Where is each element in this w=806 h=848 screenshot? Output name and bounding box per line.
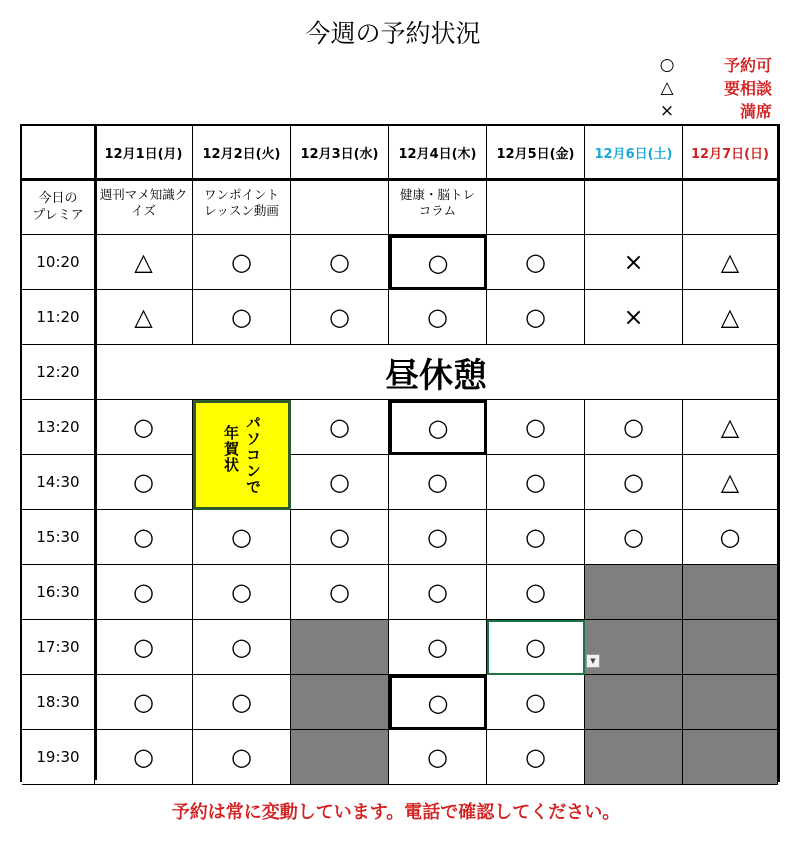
- legend-label-consult: 要相談: [723, 79, 772, 98]
- slot-cell[interactable]: [487, 510, 585, 565]
- circle-icon: ○: [427, 248, 449, 277]
- lunch-break-cell-text: 昼休憩: [385, 355, 487, 396]
- premier-cell-6: [585, 179, 683, 235]
- circle-icon: ○: [231, 303, 252, 331]
- circle-icon: ○: [231, 688, 252, 716]
- slot-cell[interactable]: [95, 510, 193, 565]
- circle-icon: ○: [623, 413, 644, 441]
- slot-cell[interactable]: [487, 290, 585, 345]
- slot-cell[interactable]: [585, 455, 683, 510]
- circle-icon: ○: [231, 743, 252, 771]
- premier-label: [22, 179, 95, 235]
- header-row-divider: [22, 178, 778, 181]
- time-label: [22, 565, 95, 620]
- slot-cell[interactable]: [389, 235, 487, 290]
- slot-cell: [683, 730, 778, 785]
- special-event-text-2: 年賀状: [222, 425, 240, 473]
- circle-icon: ○: [427, 633, 448, 661]
- triangle-icon: △: [134, 303, 153, 331]
- slot-cell[interactable]: [95, 565, 193, 620]
- slot-cell: [683, 620, 778, 675]
- circle-icon: ○: [133, 413, 154, 441]
- day-header-7: [683, 126, 778, 179]
- slot-cell[interactable]: [683, 235, 778, 290]
- day-header-2-text: 12月2日(火): [202, 146, 281, 162]
- circle-icon: ○: [133, 468, 154, 496]
- slot-cell[interactable]: [193, 620, 291, 675]
- time-label: [22, 675, 95, 730]
- circle-icon: ○: [525, 523, 546, 551]
- day-header-2: [193, 126, 291, 179]
- corner-cell: [22, 126, 95, 179]
- time-label: [22, 290, 95, 345]
- premier-cell-7: [683, 179, 778, 235]
- slot-cell[interactable]: [487, 400, 585, 455]
- circle-icon: ○: [231, 523, 252, 551]
- slot-cell[interactable]: [585, 400, 683, 455]
- slot-cell[interactable]: [487, 565, 585, 620]
- slot-cell: [291, 620, 389, 675]
- day-header-4-text: 12月4日(木): [398, 146, 477, 162]
- slot-cell[interactable]: [291, 510, 389, 565]
- slot-cell[interactable]: [95, 290, 193, 345]
- slot-cell[interactable]: [487, 455, 585, 510]
- slot-cell[interactable]: [291, 235, 389, 290]
- time-label: [22, 455, 95, 510]
- slot-cell[interactable]: [291, 400, 389, 455]
- slot-cell[interactable]: [683, 455, 778, 510]
- circle-icon: ○: [133, 688, 154, 716]
- slot-cell[interactable]: [193, 510, 291, 565]
- circle-icon: ○: [525, 688, 546, 716]
- slot-cell[interactable]: [193, 730, 291, 785]
- slot-cell: [683, 675, 778, 730]
- page-title: 今週の予約状況: [305, 19, 481, 48]
- time-label-text: 14:30: [36, 473, 80, 491]
- circle-icon: ○: [623, 523, 644, 551]
- premier-cell-3: [291, 179, 389, 235]
- schedule-grid: [20, 124, 780, 782]
- slot-cell[interactable]: [291, 455, 389, 510]
- slot-cell[interactable]: [389, 455, 487, 510]
- slot-cell[interactable]: [389, 400, 487, 455]
- circle-icon: ○: [231, 633, 252, 661]
- triangle-icon: △: [720, 248, 740, 276]
- slot-cell[interactable]: [193, 565, 291, 620]
- slot-cell: [683, 565, 778, 620]
- slot-cell[interactable]: [683, 400, 778, 455]
- slot-cell[interactable]: [95, 235, 193, 290]
- dropdown-arrow-icon[interactable]: ▼: [586, 654, 600, 668]
- header-column-divider: [94, 126, 97, 780]
- circle-icon: ○: [525, 248, 546, 276]
- circle-icon: ○: [525, 578, 546, 606]
- slot-cell[interactable]: [193, 290, 291, 345]
- day-header-4: [389, 126, 487, 179]
- legend-full: [650, 100, 780, 123]
- day-header-3-text: 12月3日(水): [300, 146, 379, 162]
- day-header-5-text: 12月5日(金): [496, 146, 575, 162]
- circle-icon: ○: [427, 468, 448, 496]
- circle-icon: ○: [659, 55, 675, 75]
- circle-icon: ○: [329, 523, 350, 551]
- circle-icon: ○: [133, 743, 154, 771]
- triangle-icon: △: [720, 303, 740, 331]
- triangle-icon: △: [134, 248, 153, 276]
- slot-cell[interactable]: [291, 565, 389, 620]
- slot-cell[interactable]: [389, 565, 487, 620]
- circle-icon: ○: [427, 523, 448, 551]
- cross-icon: ×: [659, 101, 675, 121]
- time-label: [22, 620, 95, 675]
- day-header-6: [585, 126, 683, 179]
- time-label: [22, 730, 95, 785]
- time-label-text: 17:30: [36, 638, 80, 656]
- slot-cell[interactable]: [585, 290, 683, 345]
- legend-label-full: 満席: [739, 102, 772, 121]
- premier-cell-1: [95, 179, 193, 235]
- circle-icon: ○: [231, 578, 252, 606]
- circle-icon: ○: [427, 413, 449, 442]
- slot-cell[interactable]: [585, 235, 683, 290]
- time-label-text: 10:20: [36, 253, 80, 271]
- cross-icon: ×: [623, 303, 644, 331]
- triangle-icon: △: [720, 468, 740, 496]
- circle-icon: ○: [427, 578, 448, 606]
- slot-cell[interactable]: [193, 235, 291, 290]
- slot-cell[interactable]: [95, 455, 193, 510]
- time-label-text: 13:20: [36, 418, 80, 436]
- circle-icon: ○: [133, 523, 154, 551]
- premier-cell-2: [193, 179, 291, 235]
- circle-icon: ○: [525, 468, 546, 496]
- slot-cell[interactable]: [389, 675, 487, 730]
- time-label-text: 15:30: [36, 528, 80, 546]
- triangle-icon: △: [660, 78, 674, 98]
- premier-cell-1-text: 週刊マメ知識ク イズ: [99, 187, 188, 218]
- slot-cell: [585, 675, 683, 730]
- special-event-cell[interactable]: [193, 400, 291, 510]
- time-label-text: 11:20: [36, 308, 80, 326]
- slot-cell: [291, 730, 389, 785]
- circle-icon: ○: [427, 688, 449, 717]
- slot-cell: [291, 675, 389, 730]
- slot-cell[interactable]: [95, 675, 193, 730]
- premier-cell-4-text: 健康・脳トレ コラム: [399, 187, 475, 218]
- circle-icon: ○: [133, 578, 154, 606]
- slot-cell[interactable]: [585, 510, 683, 565]
- day-header-7-text: 12月7日(日): [690, 146, 770, 162]
- premier-cell-4: [389, 179, 487, 235]
- slot-cell[interactable]: [95, 400, 193, 455]
- premier-cell-5: [487, 179, 585, 235]
- time-label: [22, 235, 95, 290]
- time-label: [22, 400, 95, 455]
- slot-cell[interactable]: [487, 235, 585, 290]
- slot-cell[interactable]: [683, 510, 778, 565]
- circle-icon: ○: [231, 248, 252, 276]
- triangle-icon: △: [720, 413, 740, 441]
- slot-cell: [585, 565, 683, 620]
- circle-icon: ○: [329, 413, 350, 441]
- day-header-3: [291, 126, 389, 179]
- time-label-text: 16:30: [36, 583, 80, 601]
- legend-label-available: 予約可: [723, 56, 772, 75]
- slot-cell: [585, 730, 683, 785]
- slot-cell[interactable]: [487, 675, 585, 730]
- day-header-1-text: 12月1日(月): [104, 146, 183, 162]
- circle-icon: ○: [719, 523, 741, 551]
- slot-cell[interactable]: [291, 290, 389, 345]
- circle-icon: ○: [525, 633, 546, 661]
- slot-cell[interactable]: [487, 620, 585, 675]
- slot-cell[interactable]: [95, 620, 193, 675]
- legend-available: [650, 54, 780, 77]
- cross-icon: ×: [623, 248, 644, 276]
- slot-cell[interactable]: [95, 730, 193, 785]
- slot-cell[interactable]: [389, 510, 487, 565]
- slot-cell[interactable]: [683, 290, 778, 345]
- circle-icon: ○: [427, 743, 448, 771]
- time-label-text: 12:20: [36, 363, 80, 381]
- circle-icon: ○: [329, 248, 350, 276]
- time-label: [22, 510, 95, 565]
- lunch-break-cell: [95, 345, 778, 400]
- circle-icon: ○: [427, 303, 448, 331]
- slot-cell[interactable]: [487, 730, 585, 785]
- premier-cell-2-text: ワンポイント レッスン動画: [203, 187, 279, 218]
- circle-icon: ○: [133, 633, 154, 661]
- slot-cell[interactable]: [389, 730, 487, 785]
- footer-notice: 予約は常に変動しています。電話で確認してください。: [171, 802, 621, 823]
- circle-icon: ○: [329, 303, 350, 331]
- slot-cell[interactable]: [389, 290, 487, 345]
- day-header-5: [487, 126, 585, 179]
- circle-icon: ○: [525, 743, 546, 771]
- day-header-1: [95, 126, 193, 179]
- time-label-text: 19:30: [36, 748, 80, 766]
- legend: [650, 54, 780, 123]
- circle-icon: ○: [329, 468, 350, 496]
- time-label-text: 18:30: [36, 693, 80, 711]
- slot-cell[interactable]: [389, 620, 487, 675]
- premier-label-text: 今日の プレミア: [32, 190, 84, 223]
- slot-cell[interactable]: [193, 675, 291, 730]
- special-event-text-1: パソコンで: [244, 415, 262, 495]
- circle-icon: ○: [525, 413, 546, 441]
- day-header-6-text: 12月6日(土): [594, 146, 673, 162]
- time-label: [22, 345, 95, 400]
- circle-icon: ○: [525, 303, 546, 331]
- circle-icon: ○: [623, 468, 644, 496]
- circle-icon: ○: [329, 578, 350, 606]
- legend-consult: [650, 77, 780, 100]
